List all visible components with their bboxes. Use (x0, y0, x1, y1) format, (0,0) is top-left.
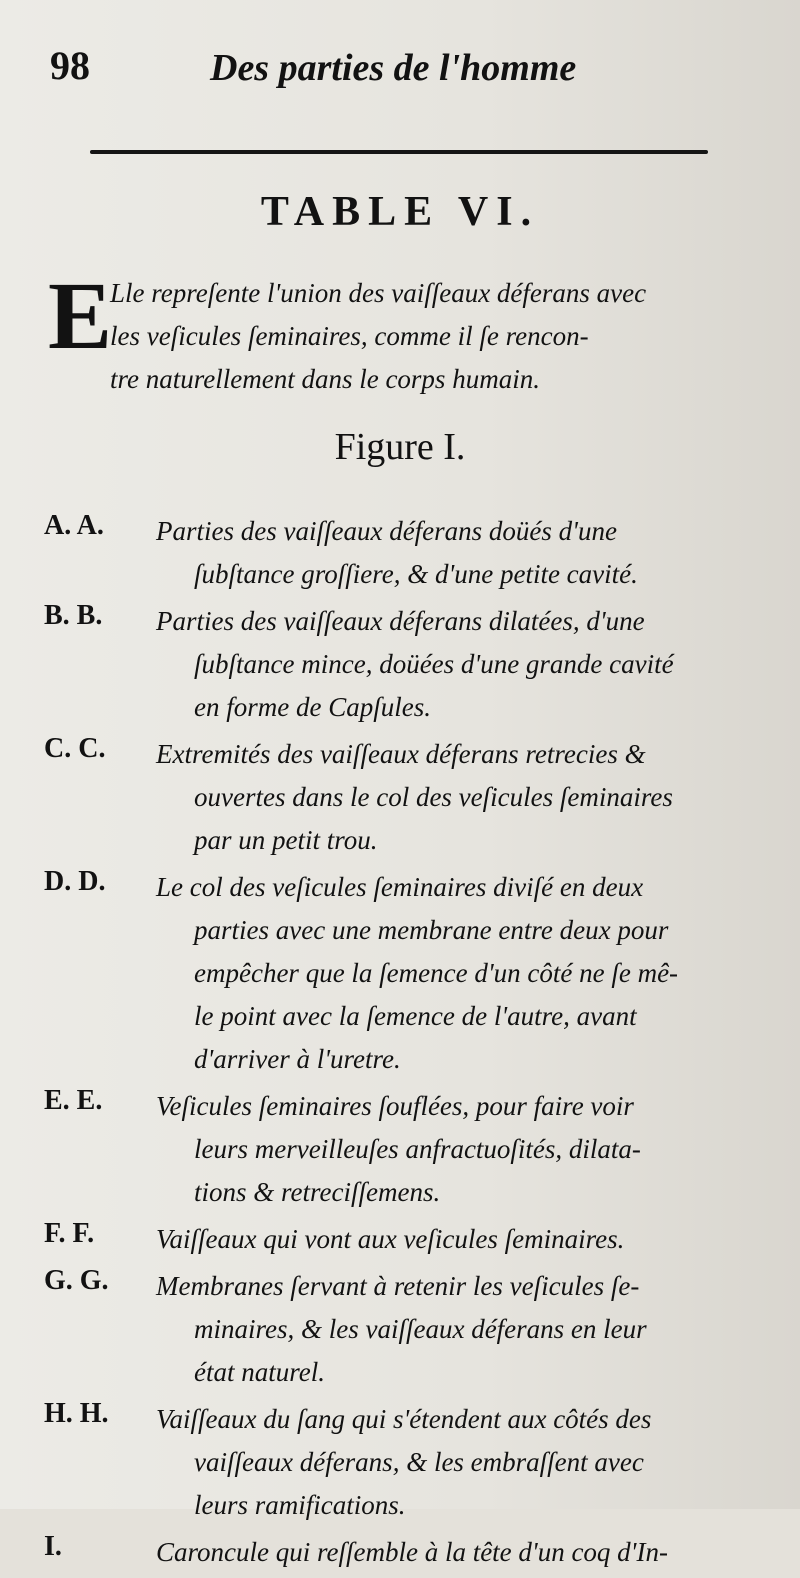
legend-entry-e (44, 1085, 774, 1214)
legend-entry-d (44, 866, 774, 1081)
entry-line: Parties des vaiſſeaux déferans dilatées, d'une (156, 606, 645, 636)
entry-label: I. (44, 1531, 62, 1562)
entry-line: Vaiſſeaux qui vont aux veſicules ſeminaires. (156, 1224, 625, 1254)
entry-label: B. B. (44, 600, 103, 631)
entry-line: Veſicules ſeminaires ſouflées, pour faire voir (156, 1091, 634, 1121)
entry-label: E. E. (44, 1085, 103, 1116)
intro-line: Lle repreſente l'union des vaiſſeaux déferans avec (110, 278, 647, 308)
legend-entry-f (44, 1218, 774, 1261)
intro-line: tre naturellement dans le corps humain. (110, 364, 540, 394)
entry-line: Extremités des vaiſſeaux déferans retrecies & (156, 739, 646, 769)
entry-line: minaires, & les vaiſſeaux déferans en leur (194, 1314, 647, 1344)
entry-line: ſubſtance groſſiere, & d'une petite cavité. (194, 559, 638, 589)
entry-line: leurs merveilleuſes anfractuoſités, dilata- (194, 1134, 641, 1164)
entry-label: G. G. (44, 1265, 109, 1296)
entry-line: vaiſſeaux déferans, & les embraſſent avec (194, 1447, 644, 1477)
entry-line: d'arriver à l'uretre. (194, 1044, 401, 1074)
entry-line: tions & retreciſſemens. (194, 1177, 441, 1207)
intro-line: les veſicules ſeminaires, comme il ſe rencon- (110, 321, 589, 351)
entry-line: empêcher que la ſemence d'un côté ne ſe mê- (194, 958, 679, 988)
running-title: Des parties de l'homme (210, 47, 577, 89)
legend-entry-b (44, 600, 774, 729)
entry-line: leurs ramifications. (194, 1490, 406, 1520)
entry-line: Le col des veſicules ſeminaires diviſé en deux (156, 872, 644, 902)
legend-entry-c (44, 733, 774, 862)
entry-line: Caroncule qui reſſemble à la tête d'un coq d'In- (156, 1537, 668, 1567)
entry-line: Membranes ſervant à retenir les veſicules ſe- (156, 1271, 640, 1301)
page-number: 98 (50, 43, 90, 88)
entry-line: ſubſtance mince, doüées d'une grande cavité (194, 649, 674, 679)
entry-label: C. C. (44, 733, 106, 764)
entry-line: Vaiſſeaux du ſang qui s'étendent aux côtés des (156, 1404, 652, 1434)
table-title: TABLE VI. (260, 189, 540, 235)
legend-entries (44, 510, 774, 1578)
legend-entry-h (44, 1398, 774, 1527)
entry-label: F. F. (44, 1218, 95, 1249)
drop-cap: E (48, 262, 113, 369)
legend-entry-g (44, 1265, 774, 1394)
entry-label: A. A. (44, 510, 104, 541)
entry-line: en forme de Capſules. (194, 692, 431, 722)
entry-line: Parties des vaiſſeaux déferans doüés d'une (156, 516, 617, 546)
entry-label: H. H. (44, 1398, 109, 1429)
entry-line: parties avec une membrane entre deux pour (194, 915, 669, 945)
intro-paragraph (48, 262, 760, 410)
legend-entry-a (44, 510, 774, 596)
header-rule (90, 150, 708, 154)
legend-entry-i (44, 1531, 774, 1574)
entry-label: D. D. (44, 866, 106, 897)
running-header (50, 42, 750, 102)
entry-line: ouvertes dans le col des veſicules ſeminaires (194, 782, 673, 812)
entry-line: par un petit trou. (194, 825, 378, 855)
entry-line: le point avec la ſemence de l'autre, avant (194, 1001, 637, 1031)
entry-line: état naturel. (194, 1357, 325, 1387)
figure-heading: Figure I. (334, 426, 466, 468)
